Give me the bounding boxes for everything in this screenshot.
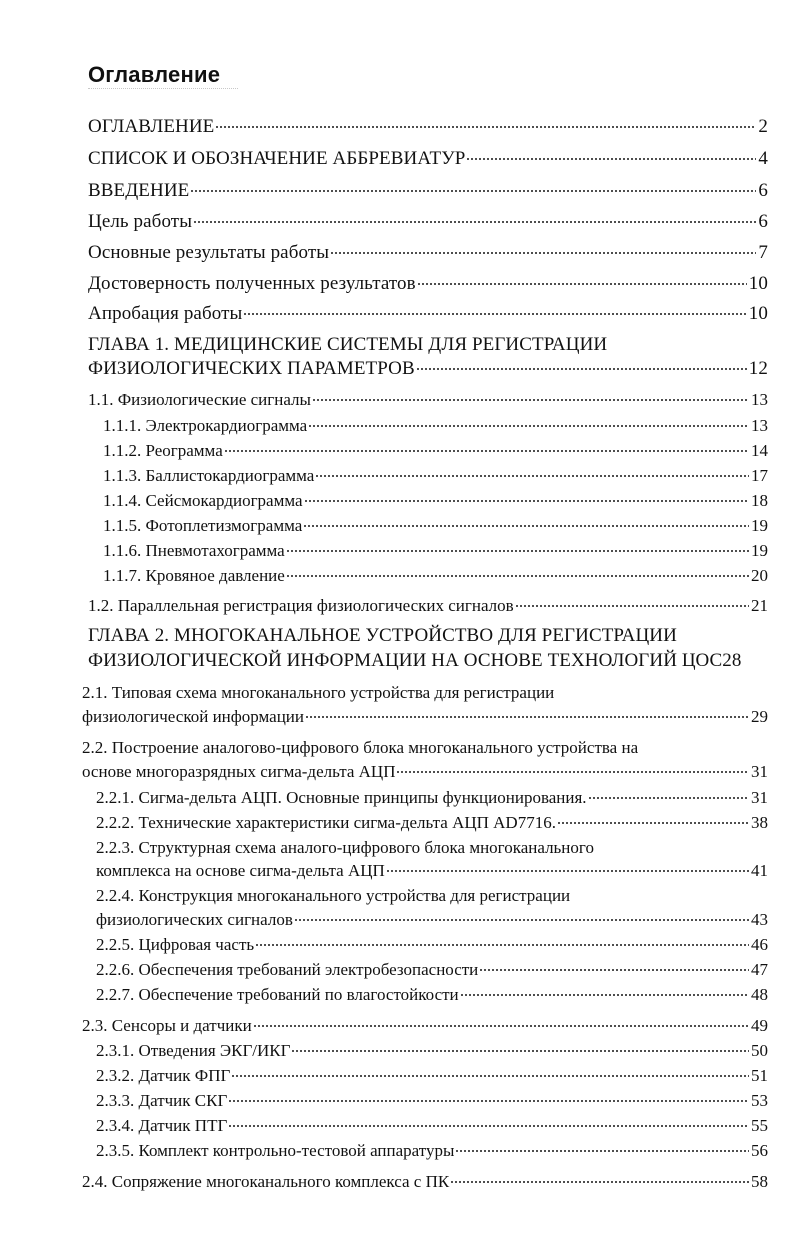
toc-leader-dots [231, 1074, 749, 1078]
toc-entry[interactable] [96, 935, 768, 955]
toc-entry-page: 43 [751, 910, 768, 929]
toc-leader-dots [253, 1024, 749, 1028]
toc-entry[interactable] [103, 541, 768, 561]
toc-entry[interactable] [82, 1172, 768, 1192]
toc-leader-dots [286, 549, 749, 553]
toc-entry[interactable] [82, 707, 768, 727]
toc-leader-dots [557, 821, 749, 825]
toc-entry-page: 48 [751, 985, 768, 1004]
toc-entry[interactable] [103, 441, 768, 461]
toc-leader-dots [215, 125, 756, 129]
toc-entry-page: 53 [751, 1091, 768, 1110]
toc-leader-dots [315, 474, 749, 478]
toc-entry-page: 55 [751, 1116, 768, 1135]
toc-entry-page: 6 [758, 211, 768, 232]
toc-leader-dots [455, 1149, 749, 1153]
toc-entry-page: 12 [748, 358, 768, 379]
toc-entry-page: 14 [751, 441, 768, 460]
toc-entry-title: 1.1.3. Баллистокардиограмма [103, 466, 315, 485]
toc-leader-dots [286, 574, 749, 578]
toc-entry[interactable] [103, 466, 768, 486]
toc-leader-dots [417, 282, 747, 286]
toc-entry-title: Достоверность полученных результатов [88, 273, 416, 294]
toc-entry-page: 20 [751, 566, 768, 585]
toc-entry-title: 1.2. Параллельная регистрация физиологических сигналов [88, 596, 514, 615]
toc-leader-dots [396, 770, 749, 774]
toc-entry-page: 50 [751, 1041, 768, 1060]
toc-entry-title-cont: физиологической информации [82, 707, 304, 726]
toc-entry-page: 31 [751, 788, 768, 807]
toc-entry-title: 2.3. Сенсоры и датчики [82, 1016, 252, 1035]
toc-entry-title: 2.4. Сопряжение многоканального комплекса с ПК [82, 1172, 450, 1191]
toc-leader-dots [243, 312, 746, 316]
toc-entry-title-cont: основе многоразрядных сигма-дельта АЦП [82, 762, 396, 781]
toc-entry[interactable] [96, 1141, 768, 1161]
toc-entry[interactable] [103, 416, 768, 436]
toc-entry-title: 1.1.4. Сейсмокардиограмма [103, 491, 303, 510]
toc-leader-dots [303, 524, 749, 528]
toc-entry[interactable] [88, 650, 768, 672]
toc-entry-title: СПИСОК И ОБОЗНАЧЕНИЕ АББРЕВИАТУР [88, 148, 466, 169]
toc-entry[interactable] [82, 1016, 768, 1036]
toc-entry-title: 2.2.1. Сигма-дельта АЦП. Основные принципы функционирования. [96, 788, 587, 807]
toc-entry-title: 2.3.3. Датчик СКГ [96, 1091, 228, 1110]
toc-leader-dots [386, 869, 749, 873]
toc-entry-title-cont: физиологических сигналов [96, 910, 293, 929]
toc-entry[interactable] [96, 1116, 768, 1136]
toc-entry-page: 10 [748, 303, 768, 324]
toc-entry-title: 1.1.7. Кровяное давление [103, 566, 285, 585]
toc-entry-page: 13 [751, 416, 768, 435]
toc-entry-title[interactable]: 2.2. Построение аналогово-цифрового блока многоканального устройства на [82, 738, 639, 757]
toc-entry-page: 2 [758, 116, 768, 137]
toc-entry[interactable] [96, 788, 768, 808]
toc-entry[interactable] [96, 985, 768, 1005]
toc-leader-dots [460, 993, 749, 997]
toc-leader-dots [294, 918, 749, 922]
toc-entry-page: 7 [758, 242, 768, 263]
toc-leader-dots [224, 449, 749, 453]
toc-entry-page: 10 [748, 273, 768, 294]
toc-leader-dots [450, 1180, 749, 1184]
toc-entry[interactable] [96, 813, 768, 833]
toc-entry-title: Основные результаты работы [88, 242, 330, 263]
toc-entry-page: 17 [751, 466, 768, 485]
toc-entry-page: 18 [751, 491, 768, 510]
toc-entry-page: 46 [751, 935, 768, 954]
toc-entry-title: Апробация работы [88, 303, 243, 324]
toc-leader-dots [305, 715, 749, 719]
toc-entry-title-cont: ФИЗИОЛОГИЧЕСКОЙ ИНФОРМАЦИИ НА ОСНОВЕ ТЕХНОЛОГИЙ ЦОС [88, 650, 723, 671]
toc-entry[interactable] [96, 861, 768, 881]
toc-entry-page: 6 [758, 180, 768, 201]
toc-entry-title: 1.1.6. Пневмотахограмма [103, 541, 285, 560]
toc-entry-title: 2.3.2. Датчик ФПГ [96, 1066, 231, 1085]
toc-entry-title: 2.3.1. Отведения ЭКГ/ИКГ [96, 1041, 291, 1060]
toc-leader-dots [255, 943, 749, 947]
toc-leader-dots [466, 157, 756, 161]
toc-entry-page: 41 [751, 861, 768, 880]
toc-entry-page: 29 [751, 707, 768, 726]
toc-entry[interactable] [88, 273, 768, 295]
toc-entry[interactable] [103, 566, 768, 586]
page-title: Оглавление [88, 62, 221, 87]
toc-entry[interactable] [88, 211, 768, 233]
toc-entry[interactable] [96, 960, 768, 980]
toc-leader-dots [312, 398, 749, 402]
toc-entry-title: 2.3.5. Комплект контрольно-тестовой аппаратуры [96, 1141, 455, 1160]
toc-entry[interactable] [96, 910, 768, 930]
toc-entry-page: 51 [751, 1066, 768, 1085]
toc-entry-title-cont: ФИЗИОЛОГИЧЕСКИХ ПАРАМЕТРОВ [88, 358, 415, 379]
toc-entry-title: 1.1.1. Электрокардиограмма [103, 416, 308, 435]
toc-leader-dots [190, 189, 756, 193]
toc-entry-title-cont: комплекса на основе сигма-дельта АЦП [96, 861, 385, 880]
toc-entry-title: 1.1.5. Фотоплетизмограмма [103, 516, 303, 535]
toc-entry[interactable] [88, 242, 768, 264]
toc-entry-title[interactable]: ГЛАВА 1. МЕДИЦИНСКИЕ СИСТЕМЫ ДЛЯ РЕГИСТРАЦИИ [88, 334, 608, 355]
toc-entry-page: 56 [751, 1141, 768, 1160]
toc-entry-page: 13 [751, 390, 768, 409]
toc-entry[interactable] [103, 491, 768, 511]
toc-entry-page: 38 [751, 813, 768, 832]
toc-entry-title: ОГЛАВЛЕНИЕ [88, 116, 215, 137]
toc-entry[interactable] [88, 390, 768, 410]
toc-leader-dots [228, 1124, 749, 1128]
toc-entry[interactable] [103, 516, 768, 536]
toc-entry[interactable] [88, 148, 768, 170]
toc-entry[interactable] [88, 303, 768, 325]
toc-entry[interactable] [88, 116, 768, 138]
toc-leader-dots [588, 796, 749, 800]
toc-leader-dots [193, 220, 756, 224]
toc-leader-dots [308, 424, 749, 428]
toc-entry-title: 2.2.6. Обеспечения требований электробезопасности [96, 960, 479, 979]
toc-entry-page: 28 [722, 650, 742, 671]
toc-entry[interactable] [96, 1091, 768, 1111]
toc-entry[interactable] [96, 1041, 768, 1061]
toc-entry[interactable] [88, 596, 768, 616]
toc-entry-title[interactable]: 2.2.4. Конструкция многоканального устройства для регистрации [96, 886, 571, 905]
toc-entry-title: 2.3.4. Датчик ПТГ [96, 1116, 228, 1135]
toc-entry-page: 31 [751, 762, 768, 781]
toc-entry-title: 2.2.5. Цифровая часть [96, 935, 255, 954]
toc-leader-dots [416, 367, 747, 371]
toc-entry-title: 1.1. Физиологические сигналы [88, 390, 311, 409]
toc-entry[interactable] [88, 358, 768, 380]
toc-leader-dots [479, 968, 749, 972]
toc-entry[interactable] [96, 1066, 768, 1086]
toc-entry-title: 2.2.7. Обеспечение требований по влагостойкости [96, 985, 459, 1004]
toc-entry-page: 47 [751, 960, 768, 979]
toc-leader-dots [291, 1049, 749, 1053]
toc-entry-title[interactable]: ГЛАВА 2. МНОГОКАНАЛЬНОЕ УСТРОЙСТВО ДЛЯ РЕГИСТРАЦИИ [88, 625, 677, 646]
toc-entry-page: 21 [751, 596, 768, 615]
toc-entry-page: 49 [751, 1016, 768, 1035]
toc-entry[interactable] [88, 180, 768, 202]
toc-leader-dots [330, 251, 756, 255]
toc-leader-dots [228, 1099, 749, 1103]
toc-entry-page: 19 [751, 541, 768, 560]
toc-entry-title: ВВЕДЕНИЕ [88, 180, 190, 201]
toc-entry-title: 2.2.2. Технические характеристики сигма-дельта АЦП AD7716. [96, 813, 556, 832]
toc-entry-page: 58 [751, 1172, 768, 1191]
toc-entry[interactable] [82, 762, 768, 782]
toc-leader-dots [304, 499, 749, 503]
toc-entry-page: 4 [758, 148, 768, 169]
toc-entry-title: 1.1.2. Реограмма [103, 441, 223, 460]
toc-entry-title[interactable]: 2.1. Типовая схема многоканального устройства для регистрации [82, 683, 555, 702]
toc-entry-title[interactable]: 2.2.3. Структурная схема аналого-цифрового блока многоканального [96, 838, 594, 857]
toc-entry-title: Цель работы [88, 211, 193, 232]
toc-leader-dots [515, 604, 749, 608]
toc-entry-page: 19 [751, 516, 768, 535]
